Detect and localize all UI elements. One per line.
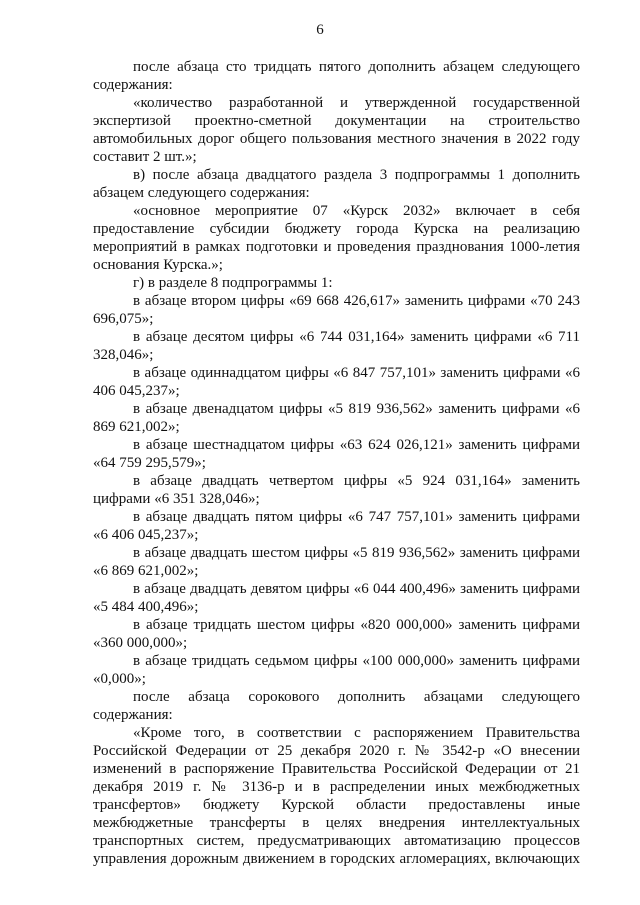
document-body (93, 58, 580, 868)
paragraph-8: в абзаце одиннадцатом цифры «6 847 757,101» заменить цифрами «6 406 045,237»; (93, 365, 580, 399)
paragraph-16: в абзаце тридцать седьмом цифры «100 000,000» заменить цифрами «0,000»; (93, 653, 580, 687)
paragraph-17: после абзаца сорокового дополнить абзацами следующего содержания: (93, 689, 580, 723)
paragraph-3: в) после абзаца двадцатого раздела 3 подпрограммы 1 дополнить абзацем следующего содержания: (93, 167, 580, 201)
paragraph-1: после абзаца сто тридцать пятого дополнить абзацем следующего содержания: (93, 59, 580, 93)
paragraph-4: «основное мероприятие 07 «Курск 2032» включает в себя предоставление субсидии бюджету города Курска на реализацию мероприятий в рамках подготовки и проведения празднования 1000-летия основания Курска.»; (93, 203, 580, 273)
paragraph-6: в абзаце втором цифры «69 668 426,617» заменить цифрами «70 243 696,075»; (93, 293, 580, 327)
paragraph-7: в абзаце десятом цифры «6 744 031,164» заменить цифрами «6 711 328,046»; (93, 329, 580, 363)
paragraph-2: «количество разработанной и утвержденной государственной экспертизой проектно-сметной документации на строительство автомобильных дорог общего пользования местного значения в 2022 году составит 2 шт.»; (93, 95, 580, 165)
paragraph-10: в абзаце шестнадцатом цифры «63 624 026,121» заменить цифрами «64 759 295,579»; (93, 437, 580, 471)
paragraph-5: г) в разделе 8 подпрограммы 1: (133, 275, 333, 291)
paragraph-9: в абзаце двенадцатом цифры «5 819 936,562» заменить цифрами «6 869 621,002»; (93, 401, 580, 435)
paragraph-15: в абзаце тридцать шестом цифры «820 000,000» заменить цифрами «360 000,000»; (93, 617, 580, 651)
page-number: 6 (316, 22, 324, 38)
paragraph-11: в абзаце двадцать четвертом цифры «5 924 031,164» заменить цифрами «6 351 328,046»; (93, 473, 580, 507)
paragraph-18: «Кроме того, в соответствии с распоряжением Правительства Российской Федерации от 25 декабря 2020 г. № 3542-р «О внесении изменений в распоряжение Правительства Российской Федерации от 21 декабря 2019 г. № 3136-р и в распределении иных межбюджетных трансфертов» бюджету Курской области предоставлены иные межбюджетные трансферты в целях внедрения интеллектуальных транспортных систем, предусматривающих автоматизацию процессов управления дорожным движением в городских агломерациях, включающих (93, 725, 580, 867)
paragraph-12: в абзаце двадцать пятом цифры «6 747 757,101» заменить цифрами «6 406 045,237»; (93, 509, 580, 543)
paragraph-14: в абзаце двадцать девятом цифры «6 044 400,496» заменить цифрами «5 484 400,496»; (93, 581, 580, 615)
paragraph-13: в абзаце двадцать шестом цифры «5 819 936,562» заменить цифрами «6 869 621,002»; (93, 545, 580, 579)
